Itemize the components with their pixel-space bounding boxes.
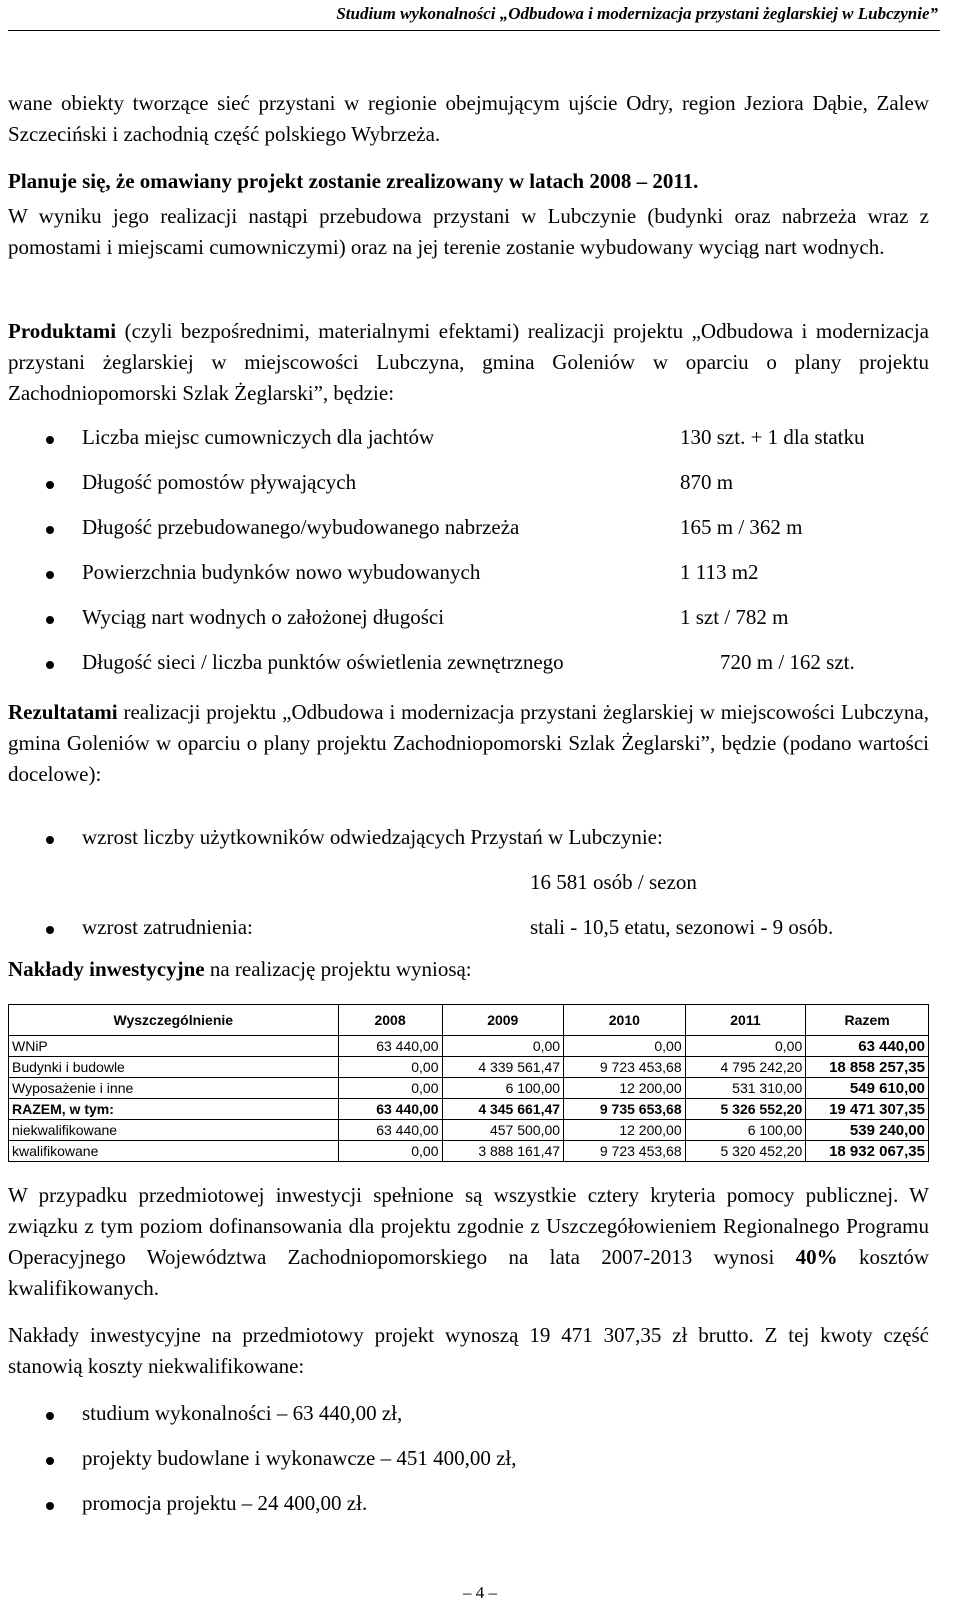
table-cell: 0,00 — [685, 1036, 806, 1057]
table-row — [9, 1078, 929, 1099]
table-cell: 0,00 — [564, 1036, 686, 1057]
product-value: 130 szt. + 1 dla statku — [680, 425, 865, 449]
row-label: Wyposażenie i inne — [9, 1078, 339, 1099]
product-label: Długość pomostów pływających — [82, 470, 357, 494]
column-header: Wyszczególnienie — [9, 1005, 339, 1036]
column-header: Razem — [806, 1005, 929, 1036]
page-header: Studium wykonalności „Odbudowa i modernizacja przystani żeglarskiej w Lubczynie” — [336, 4, 938, 23]
investment-paragraph — [8, 954, 929, 985]
total-cell: 18 858 257,35 — [806, 1057, 929, 1078]
table-cell: 4 345 661,47 — [442, 1099, 564, 1120]
products-paragraph — [8, 316, 929, 409]
product-label: Powierzchnia budynków nowo wybudowanych — [82, 560, 481, 584]
bullet-icon — [46, 926, 54, 934]
table-row-total — [9, 1099, 929, 1120]
bullet-icon — [46, 526, 54, 534]
cost-item — [8, 1401, 938, 1431]
cost-label: promocja projektu – 24 400,00 zł. — [82, 1491, 368, 1515]
table-cell: 12 200,00 — [564, 1078, 686, 1099]
bullet-icon — [46, 571, 54, 579]
product-item — [8, 470, 938, 500]
cost-item — [8, 1491, 938, 1521]
product-value: 720 m / 162 szt. — [720, 650, 855, 674]
table-cell: 3 888 161,47 — [442, 1141, 564, 1162]
aid-text-before: W przypadku przedmiotowej inwestycji spełnione są wszystkie cztery kryteria pomocy publicznej. W związku z tym poziom dofinansowania dla projektu zgodnie z Uszczegółowieniem Regionalnego Programu Operacyjnego Województwa Zachodniopomorskiego na lata 2007-2013 wynosi — [8, 1183, 929, 1269]
table-row — [9, 1141, 929, 1162]
table-row — [9, 1120, 929, 1141]
result-value: 16 581 osób / sezon — [530, 870, 697, 894]
product-item — [8, 515, 938, 545]
product-label: Wyciąg nart wodnych o założonej długości — [82, 605, 445, 629]
bullet-icon — [46, 481, 54, 489]
product-item — [8, 425, 938, 455]
table-cell: 5 326 552,20 — [685, 1099, 806, 1120]
column-header: 2008 — [338, 1005, 442, 1036]
table-cell: 9 735 653,68 — [564, 1099, 686, 1120]
total-cell: 19 471 307,35 — [806, 1099, 929, 1120]
investment-text: na realizację projektu wyniosą: — [204, 957, 472, 981]
column-header: 2011 — [685, 1005, 806, 1036]
product-value: 165 m / 362 m — [680, 515, 803, 539]
result-label: wzrost liczby użytkowników odwiedzających Przystań w Lubczynie: — [82, 825, 663, 849]
aid-text-after: kosztów kwalifikowanych. — [8, 1245, 929, 1300]
costs-paragraph: Nakłady inwestycyjne na przedmiotowy projekt wynoszą 19 471 307,35 zł brutto. Z tej kwoty część stanowią koszty niekwalifikowane: — [8, 1323, 929, 1378]
table-cell: 9 723 453,68 — [564, 1141, 686, 1162]
result-value: stali - 10,5 etatu, sezonowi - 9 osób. — [530, 915, 834, 939]
total-cell: 539 240,00 — [806, 1120, 929, 1141]
bullet-icon — [46, 661, 54, 669]
product-value: 1 szt / 782 m — [680, 605, 789, 629]
result-value-row — [8, 870, 938, 900]
product-label: Długość przebudowanego/wybudowanego nabrzeża — [82, 515, 520, 539]
column-header: 2009 — [442, 1005, 564, 1036]
table-cell: 63 440,00 — [338, 1099, 442, 1120]
table-cell: 4 339 561,47 — [442, 1057, 564, 1078]
product-item — [8, 605, 938, 635]
product-label: Liczba miejsc cumowniczych dla jachtów — [82, 425, 435, 449]
aid-percent: 40% — [795, 1245, 838, 1269]
table-row — [9, 1036, 929, 1057]
table-cell: 6 100,00 — [685, 1120, 806, 1141]
results-paragraph — [8, 697, 929, 790]
row-label: RAZEM, w tym: — [9, 1099, 339, 1120]
results-text: realizacji projektu „Odbudowa i modernizacja przystani żeglarskiej w miejscowości Lubczyna, gmina Goleniów w oparciu o plany projektu Zachodniopomorski Szlak Żeglarski”, będzie (podano wartości docelowe): — [8, 700, 929, 786]
table-cell: 9 723 453,68 — [564, 1057, 686, 1078]
aid-paragraph — [8, 1180, 929, 1304]
table-cell: 0,00 — [338, 1141, 442, 1162]
intro-paragraph: wane obiekty tworzące sieć przystani w regionie obejmującym ujście Odry, region Jeziora Dąbie, Zalew Szczeciński i zachodnią część polskiego Wybrzeża. — [8, 91, 929, 146]
row-label: kwalifikowane — [9, 1141, 339, 1162]
header-rule — [8, 30, 940, 31]
table-cell: 0,00 — [442, 1036, 564, 1057]
page-number: – 4 – — [463, 1583, 497, 1602]
results-lead: Rezultatami — [8, 700, 118, 724]
bullet-icon — [46, 1457, 54, 1465]
table-cell: 531 310,00 — [685, 1078, 806, 1099]
table-cell: 63 440,00 — [338, 1120, 442, 1141]
table-row — [9, 1057, 929, 1078]
planned-paragraph: Planuje się, że omawiany projekt zostanie zrealizowany w latach 2008 – 2011. — [8, 169, 699, 193]
row-label: Budynki i budowle — [9, 1057, 339, 1078]
result-paragraph: W wyniku jego realizacji nastąpi przebudowa przystani w Lubczynie (budynki oraz nabrzeża wraz z pomostami i miejscami cumowniczymi) oraz na jej terenie zostanie wybudowany wyciąg nart wodnych. — [8, 204, 929, 259]
total-cell: 549 610,00 — [806, 1078, 929, 1099]
table-cell: 0,00 — [338, 1078, 442, 1099]
products-text: (czyli bezpośrednimi, materialnymi efektami) realizacji projektu „Odbudowa i modernizacja przystani żeglarskiej w miejscowości Lubczyna, gmina Goleniów w oparciu o plany projektu Zachodniopomorski Szlak Żeglarski”, będzie: — [8, 319, 929, 405]
bullet-icon — [46, 616, 54, 624]
result-label: wzrost zatrudnienia: — [82, 915, 253, 939]
table-cell: 457 500,00 — [442, 1120, 564, 1141]
result-item — [8, 825, 938, 855]
table-cell: 4 795 242,20 — [685, 1057, 806, 1078]
table-cell: 6 100,00 — [442, 1078, 564, 1099]
cost-item — [8, 1446, 938, 1476]
table-cell: 12 200,00 — [564, 1120, 686, 1141]
total-cell: 18 932 067,35 — [806, 1141, 929, 1162]
total-cell: 63 440,00 — [806, 1036, 929, 1057]
product-value: 1 113 m2 — [680, 560, 759, 584]
product-item — [8, 560, 938, 590]
table-cell: 5 320 452,20 — [685, 1141, 806, 1162]
bullet-icon — [46, 1502, 54, 1510]
table-cell: 63 440,00 — [338, 1036, 442, 1057]
result-item — [8, 915, 938, 945]
cost-label: studium wykonalności – 63 440,00 zł, — [82, 1401, 403, 1425]
bullet-icon — [46, 1412, 54, 1420]
investment-table — [8, 1004, 929, 1162]
row-label: WNiP — [9, 1036, 339, 1057]
products-lead: Produktami — [8, 319, 117, 343]
table-header-row — [9, 1005, 929, 1036]
product-value: 870 m — [680, 470, 734, 494]
investment-lead: Nakłady inwestycyjne — [8, 957, 205, 981]
product-label: Długość sieci / liczba punktów oświetlenia zewnętrznego — [82, 650, 564, 674]
column-header: 2010 — [564, 1005, 686, 1036]
bullet-icon — [46, 436, 54, 444]
row-label: niekwalifikowane — [9, 1120, 339, 1141]
product-item — [8, 650, 938, 680]
table-cell: 0,00 — [338, 1057, 442, 1078]
cost-label: projekty budowlane i wykonawcze – 451 400,00 zł, — [82, 1446, 517, 1470]
bullet-icon — [46, 836, 54, 844]
